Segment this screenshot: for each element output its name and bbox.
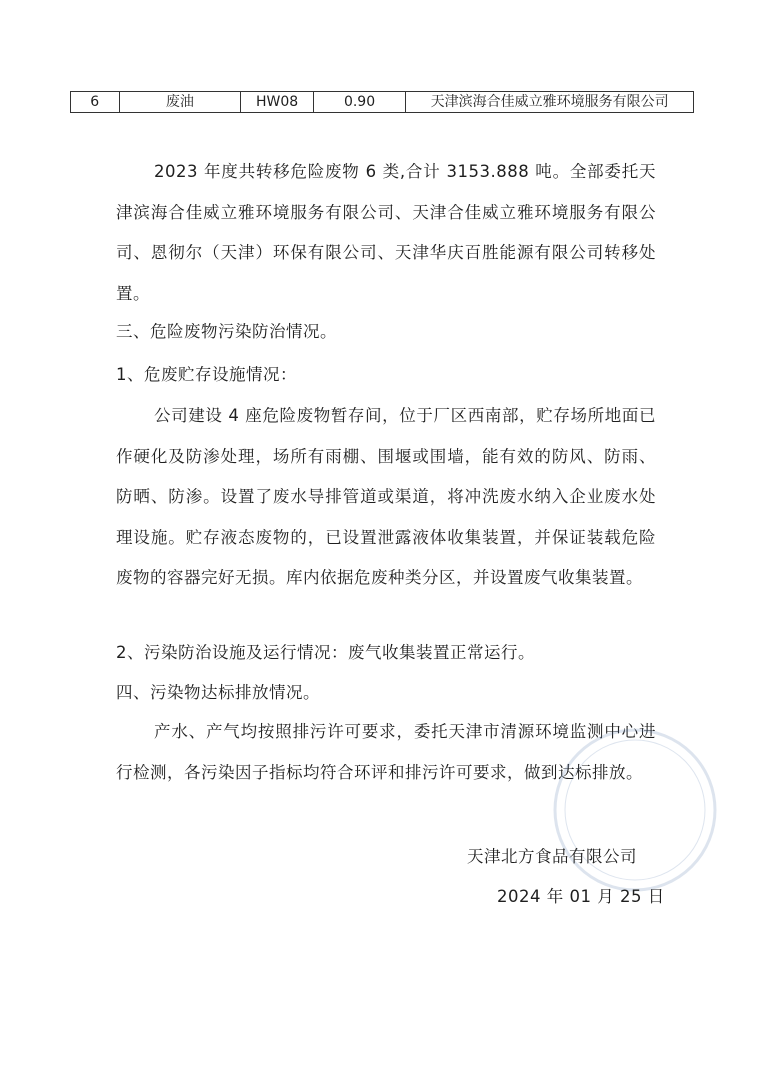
- section4-heading: 四、污染物达标排放情况。: [116, 683, 320, 702]
- item1-heading: 1、危废贮存设施情况：: [116, 365, 297, 384]
- company-seal: [550, 725, 720, 895]
- section4-paragraph: 产水、产气均按照排污许可要求，委托天津市清源环境监测中心进行检测，各污染因子指标均符合环评和排污许可要求，做到达标排放。: [116, 722, 656, 782]
- table-row: [71, 92, 694, 113]
- table-cell-code: HW08: [241, 92, 314, 113]
- table-cell-index: 6: [71, 92, 120, 113]
- item2-line: 2、污染防治设施及运行情况：废气收集装置正常运行。: [116, 643, 535, 662]
- signature-company: 天津北方食品有限公司: [467, 847, 637, 866]
- waste-table: [70, 91, 694, 113]
- summary-paragraph: 2023 年度共转移危险废物 6 类,合计 3153.888 吨。全部委托天津滨海合佳威立雅环境服务有限公司、天津合佳威立雅环境服务有限公司、恩彻尔（天津）环保有限公司、天津华庆百胜能源有限公司转移处置。: [116, 162, 656, 303]
- table-cell-company: 天津滨海合佳威立雅环境服务有限公司: [406, 92, 694, 113]
- signature-date: 2024 年 01 月 25 日: [497, 887, 665, 906]
- table-cell-amount: 0.90: [313, 92, 405, 113]
- section3-heading: 三、危险废物污染防治情况。: [116, 322, 337, 341]
- item1-paragraph: 公司建设 4 座危险废物暂存间，位于厂区西南部，贮存场所地面已作硬化及防渗处理，场所有雨棚、围堰或围墙，能有效的防风、防雨、防晒、防渗。设置了废水导排管道或渠道，将冲洗废水纳入企业废水处理设施。贮存液态废物的，已设置泄露液体收集装置，并保证装载危险废物的容器完好无损。库内依据危废种类分区，并设置废气收集装置。: [116, 406, 656, 587]
- table-cell-name: 废油: [119, 92, 241, 113]
